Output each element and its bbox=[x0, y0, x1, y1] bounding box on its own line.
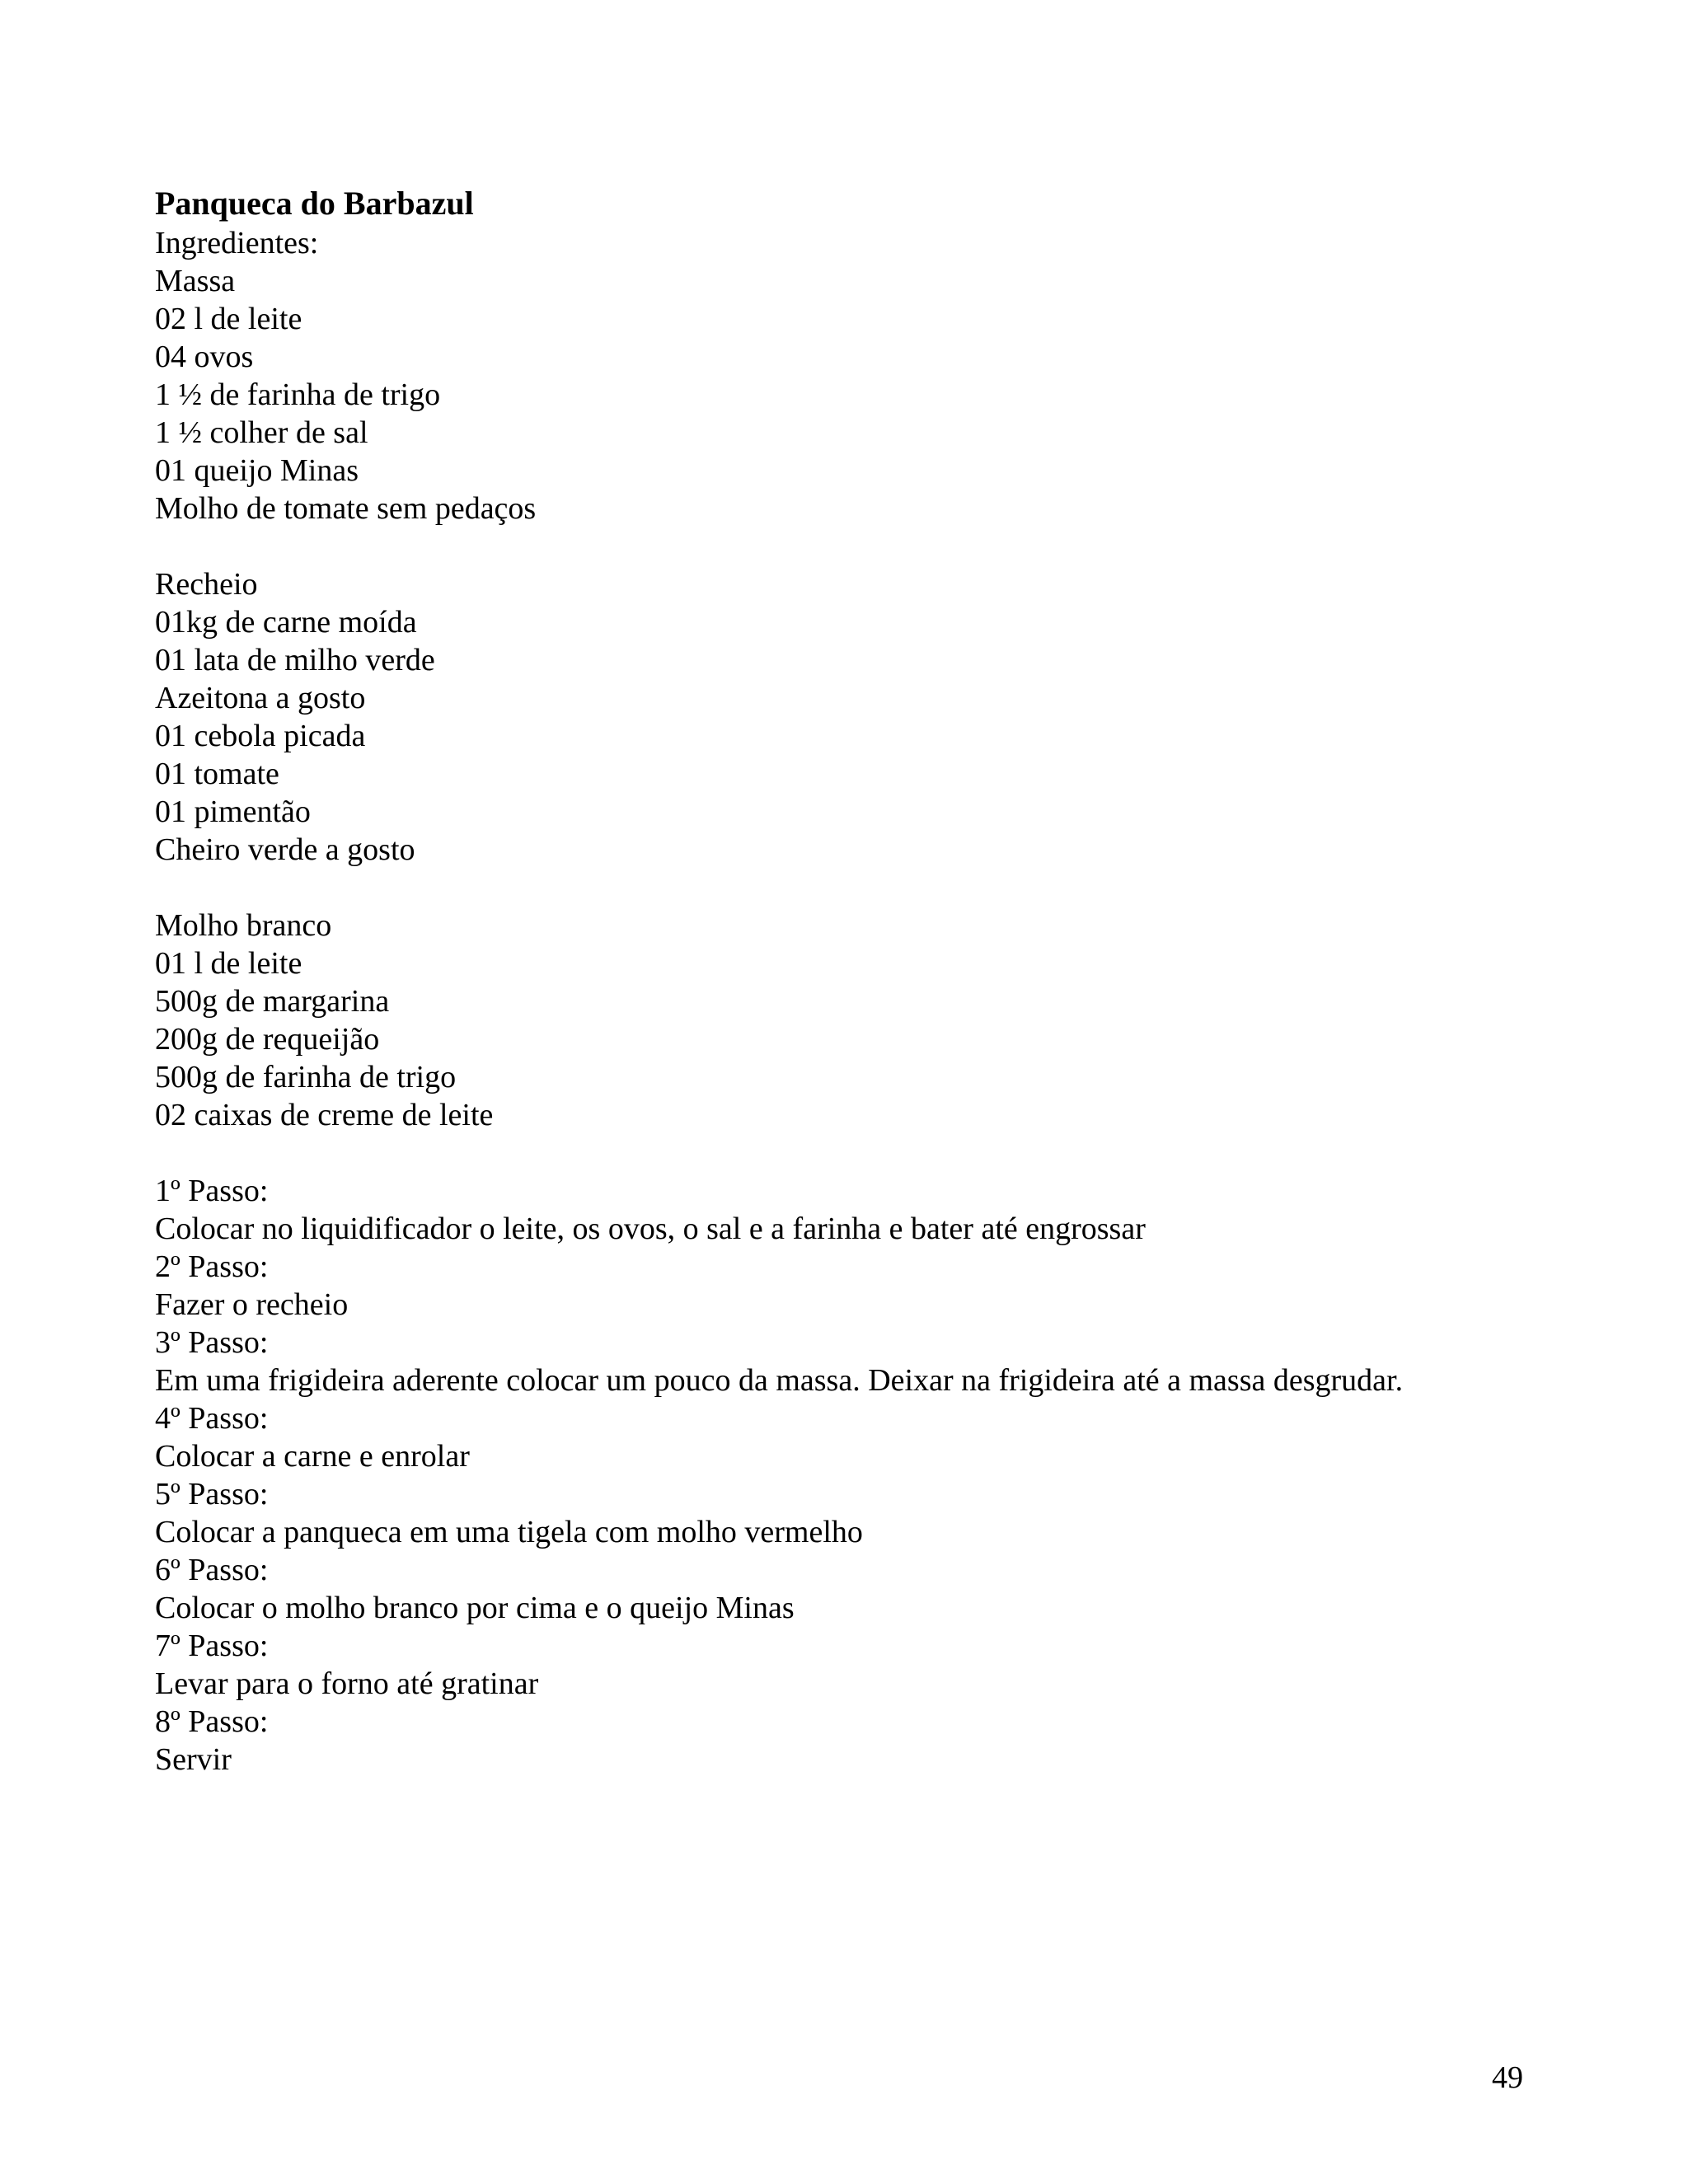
step-label: 3º Passo: bbox=[155, 1325, 269, 1360]
ingredient-item: 02 l de leite bbox=[155, 302, 302, 336]
molho-branco-heading: Molho branco bbox=[155, 908, 332, 943]
step-label: 5º Passo: bbox=[155, 1477, 269, 1511]
section-spacer bbox=[155, 869, 1573, 907]
massa-section bbox=[155, 262, 1573, 527]
step-text: Fazer o recheio bbox=[155, 1287, 349, 1322]
section-spacer bbox=[155, 1134, 1573, 1172]
ingredient-item: 01 l de leite bbox=[155, 946, 302, 981]
massa-heading: Massa bbox=[155, 264, 236, 298]
step-text: Servir bbox=[155, 1742, 232, 1777]
step-label: 1º Passo: bbox=[155, 1174, 269, 1208]
section-spacer bbox=[155, 527, 1573, 565]
ingredient-item: 02 caixas de creme de leite bbox=[155, 1098, 494, 1132]
ingredient-item: 500g de margarina bbox=[155, 984, 390, 1019]
steps-section bbox=[155, 1172, 1573, 1779]
page-number: 49 bbox=[1492, 2060, 1523, 2095]
step-text: Colocar a panqueca em uma tigela com molho vermelho bbox=[155, 1515, 863, 1549]
ingredient-item: 01 queijo Minas bbox=[155, 453, 359, 488]
ingredient-item: 01 cebola picada bbox=[155, 719, 366, 753]
recheio-section bbox=[155, 565, 1573, 869]
ingredient-item: 1 ½ de farinha de trigo bbox=[155, 377, 441, 412]
ingredients-heading: Ingredientes: bbox=[155, 226, 319, 260]
step-label: 4º Passo: bbox=[155, 1401, 269, 1436]
step-label: 8º Passo: bbox=[155, 1704, 269, 1739]
recheio-heading: Recheio bbox=[155, 567, 258, 602]
step-text: Levar para o forno até gratinar bbox=[155, 1666, 539, 1701]
ingredient-item: 01 tomate bbox=[155, 757, 279, 791]
step-text: Colocar a carne e enrolar bbox=[155, 1439, 470, 1474]
molho-branco-section bbox=[155, 907, 1573, 1134]
ingredient-item: 01 pimentão bbox=[155, 794, 311, 829]
ingredient-item: 01 lata de milho verde bbox=[155, 643, 435, 677]
ingredient-item: 200g de requeijão bbox=[155, 1022, 380, 1057]
ingredient-item: Molho de tomate sem pedaços bbox=[155, 491, 537, 526]
ingredient-item: 01kg de carne moída bbox=[155, 605, 417, 640]
ingredient-item: 1 ½ colher de sal bbox=[155, 415, 368, 450]
ingredient-item: Azeitona a gosto bbox=[155, 681, 366, 715]
step-text: Colocar o molho branco por cima e o queijo Minas bbox=[155, 1591, 795, 1625]
step-text: Em uma frigideira aderente colocar um pouco da massa. Deixar na frigideira até a massa desgrudar. bbox=[155, 1363, 1404, 1398]
ingredient-item: 04 ovos bbox=[155, 340, 254, 374]
step-text: Colocar no liquidificador o leite, os ovos, o sal e a farinha e bater até engrossar bbox=[155, 1212, 1146, 1246]
step-label: 6º Passo: bbox=[155, 1553, 269, 1587]
step-label: 7º Passo: bbox=[155, 1629, 269, 1663]
recipe-title: Panqueca do Barbazul bbox=[155, 185, 474, 222]
ingredient-item: Cheiro verde a gosto bbox=[155, 832, 415, 867]
recipe-content bbox=[155, 183, 1573, 1779]
ingredient-item: 500g de farinha de trigo bbox=[155, 1060, 457, 1094]
step-label: 2º Passo: bbox=[155, 1249, 269, 1284]
